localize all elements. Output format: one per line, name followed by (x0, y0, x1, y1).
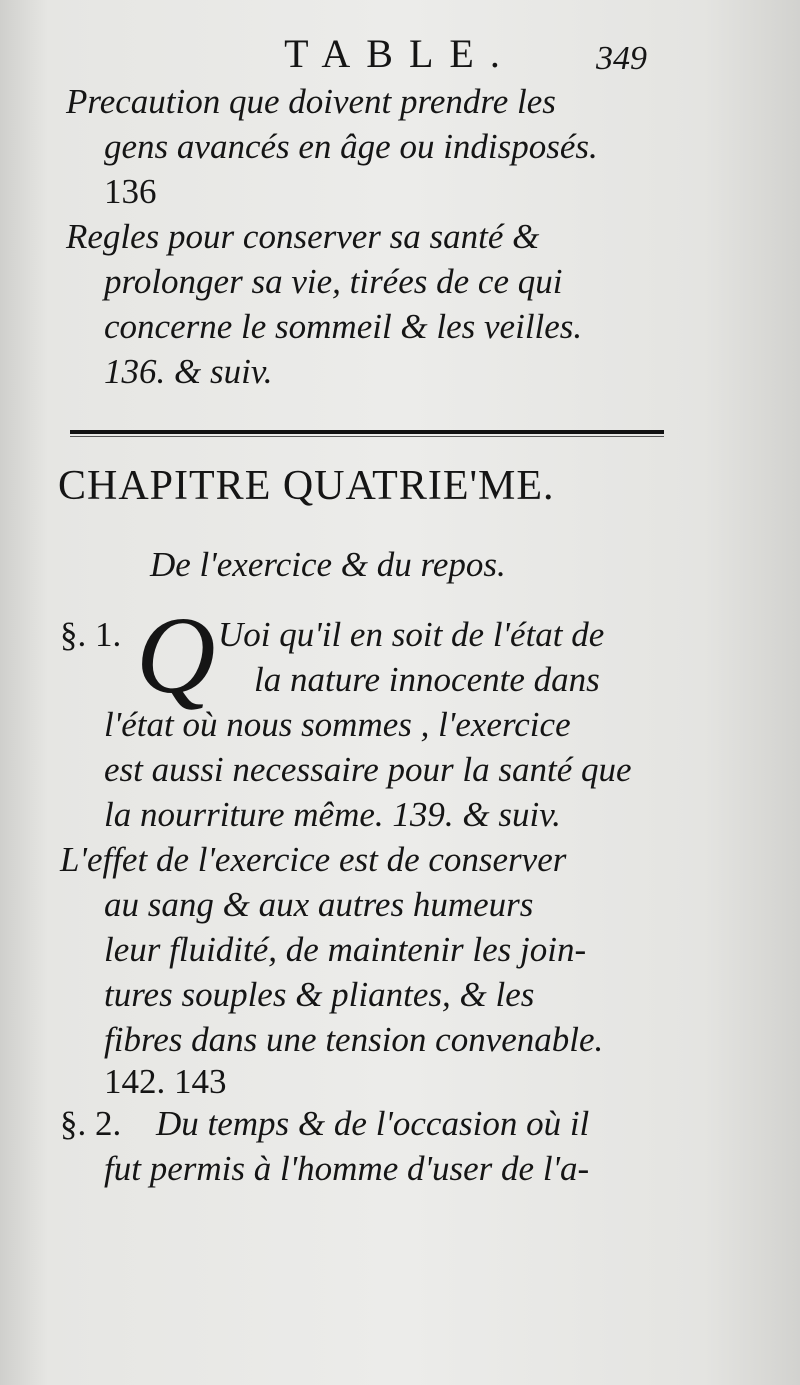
page-number: 349 (596, 40, 647, 77)
entry-regles-line-1: Regles pour conserver sa santé & (66, 217, 540, 256)
chapter-heading: CHAPITRE QUATRIE'ME. (58, 463, 555, 509)
running-header-title: TABLE. (284, 31, 516, 76)
section-1-dropcap: Q (136, 594, 216, 716)
section-1-line-3: l'état où nous sommes , l'exercice (104, 705, 571, 744)
chapter-subtitle: De l'exercice & du repos. (150, 545, 506, 584)
entry-effet-line-4: tures souples & pliantes, & les (104, 975, 535, 1014)
entry-effet-line-2: au sang & aux autres humeurs (104, 885, 534, 924)
section-1-line-4: est aussi necessaire pour la santé que (104, 750, 632, 789)
entry-effet-line-3: leur fluidité, de maintenir les join- (104, 930, 587, 969)
entry-precaution-line-1: Precaution que doivent prendre les (66, 82, 556, 121)
chapter-divider-rule-thin (70, 436, 664, 437)
section-2-line-1: Du temps & de l'occasion où il (156, 1104, 590, 1143)
section-1-line-1: Uoi qu'il en soit de l'état de (218, 615, 605, 654)
chapter-divider-rule (70, 430, 664, 434)
section-2-line-2: fut permis à l'homme d'user de l'a- (104, 1149, 590, 1188)
entry-precaution-line-2: gens avancés en âge ou indisposés. (104, 127, 598, 166)
section-1-line-5: la nourriture même. 139. & suiv. (104, 795, 561, 834)
entry-precaution-page-ref: 136 (104, 172, 157, 211)
entry-effet-line-1: L'effet de l'exercice est de conserver (60, 840, 567, 879)
section-1-line-2: la nature innocente dans (254, 660, 600, 699)
entry-regles-line-3: concerne le sommeil & les veilles. (104, 307, 583, 346)
entry-regles-line-2: prolonger sa vie, tirées de ce qui (104, 262, 563, 301)
section-1-mark: §. 1. (60, 615, 122, 654)
entry-effet-line-5: fibres dans une tension convenable. (104, 1020, 604, 1059)
entry-regles-page-ref: 136. & suiv. (104, 352, 273, 391)
entry-effet-page-ref: 142. 143 (104, 1062, 227, 1101)
section-2-mark: §. 2. (60, 1104, 122, 1143)
